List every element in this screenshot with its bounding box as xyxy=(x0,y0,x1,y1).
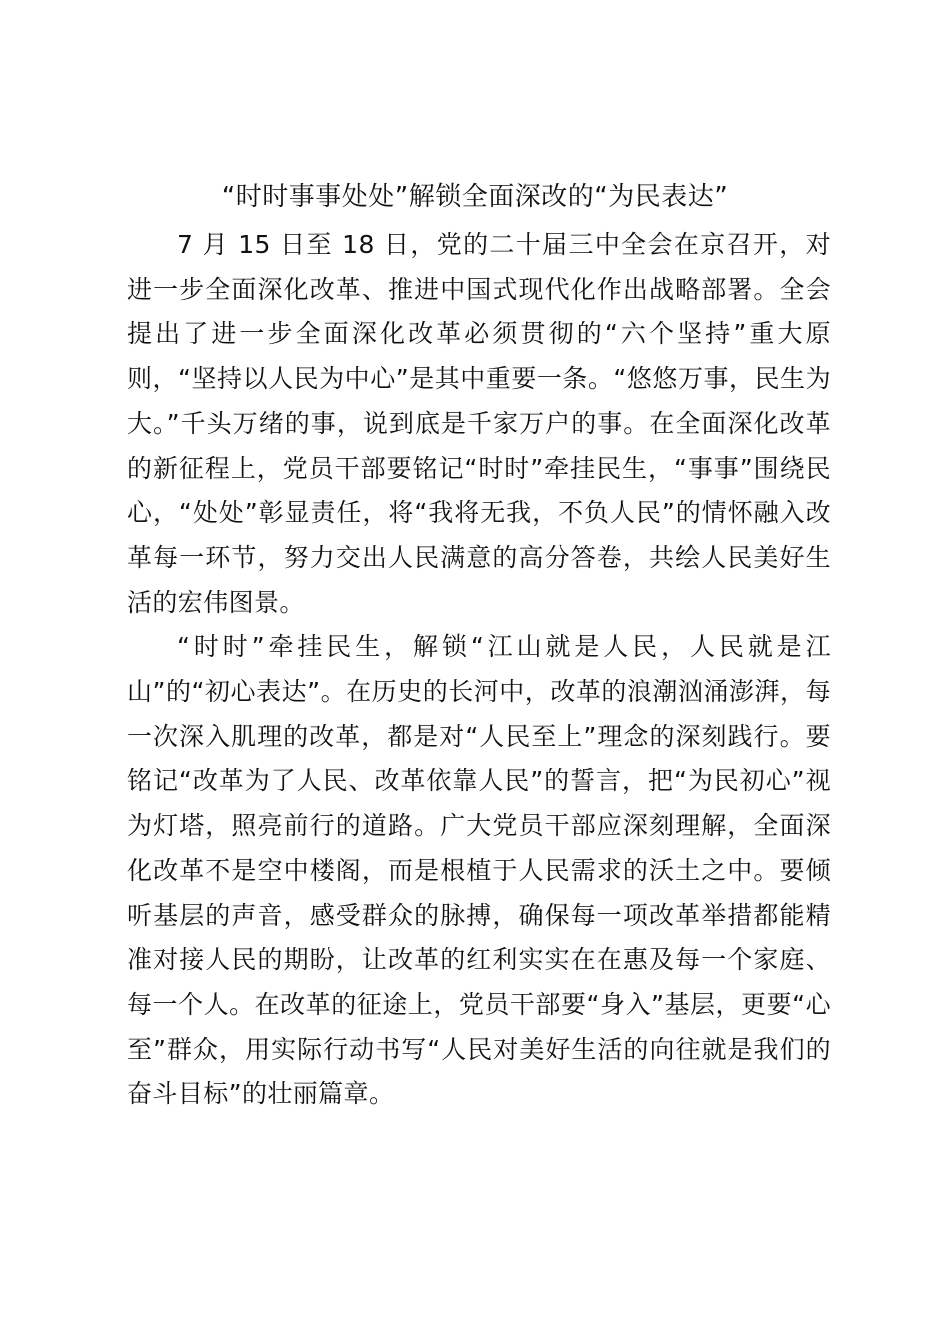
document-body xyxy=(127,223,831,1117)
document-title: “时时事事处处”解锁全面深改的“为民表达” xyxy=(221,182,729,212)
paragraph-1: 7 月 15 日至 18 日，党的二十届三中全会在京召开，对进一步全面深化改革、推进中国式现代化作出战略部署。全会提出了进一步全面深化改革必须贯彻的“六个坚持”重大原则，“坚持以人民为中心”是其中重要一条。“悠悠万事，民生为大。”千头万绪的事，说到底是千家万户的事。在全面深化改革的新征程上，党员干部要铭记“时时”牵挂民生，“事事”围绕民心，“处处”彰显责任，将“我将无我，不负人民”的情怀融入改革每一环节，努力交出人民满意的高分答卷，共绘人民美好生活的宏伟图景。 xyxy=(127,230,831,617)
paragraph-2: “时时”牵挂民生，解锁“江山就是人民，人民就是江山”的“初心表达”。在历史的长河中，改革的浪潮汹涌澎湃，每一次深入肌理的改革，都是对“人民至上”理念的深刻践行。要铭记“改革为了人民、改革依靠人民”的誓言，把“为民初心”视为灯塔，照亮前行的道路。广大党员干部应深刻理解，全面深化改革不是空中楼阁，而是根植于人民需求的沃土之中。要倾听基层的声音，感受群众的脉搏，确保每一项改革举措都能精准对接人民的期盼，让改革的红利实实在在惠及每一个家庭、每一个人。在改革的征途上，党员干部要“身入”基层，更要“心至”群众，用实际行动书写“人民对美好生活的向往就是我们的奋斗目标”的壮丽篇章。 xyxy=(127,632,831,1109)
